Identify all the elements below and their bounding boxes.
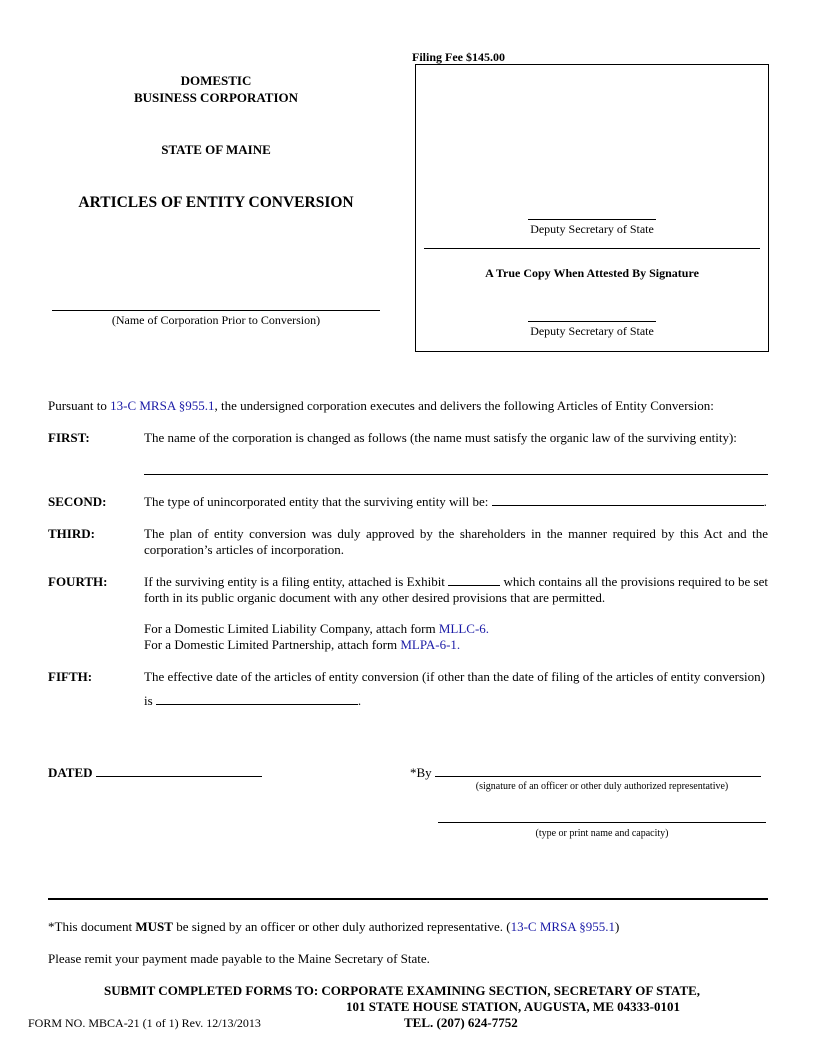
by-row xyxy=(410,765,761,781)
second-period: . xyxy=(763,494,767,509)
third-text: The plan of entity conversion was duly approved by the shareholders in the manner required by this Act and the corporation’s articles of incorporation. xyxy=(144,526,768,557)
signature-note xyxy=(48,919,619,935)
submit-line-2: 101 STATE HOUSE STATION, AUGUSTA, ME 04333-0101 xyxy=(346,999,680,1014)
deputy-signature-line-1 xyxy=(528,219,656,220)
corp-name-caption: (Name of Corporation Prior to Conversion) xyxy=(111,313,321,327)
second-text xyxy=(144,494,768,510)
mlpa-6-1-link[interactable]: MLPA-6-1 xyxy=(400,637,457,652)
fourth-text xyxy=(144,574,768,606)
exhibit-field[interactable] xyxy=(448,575,500,586)
llc-prefix: For a Domestic Limited Liability Company, attach form xyxy=(144,621,439,636)
attest-divider xyxy=(424,248,760,249)
note-end: ) xyxy=(614,919,620,934)
payment-note: Please remit your payment made payable to the Maine Secretary of State. xyxy=(48,951,430,966)
filing-fee: Filing Fee $145.00 xyxy=(412,50,505,64)
page-title: ARTICLES OF ENTITY CONVERSION xyxy=(78,194,354,211)
effective-date-line xyxy=(144,693,361,709)
intro-prefix: Pursuant to xyxy=(48,398,111,413)
form-number: FORM NO. MBCA-21 (1 of 1) Rev. 12/13/2013 xyxy=(28,1016,261,1030)
printed-name-field[interactable] xyxy=(438,822,766,823)
signature-caption: (signature of an officer or other duly authorized representative) xyxy=(475,781,729,792)
first-text: The name of the corporation is changed as follows (the name must satisfy the organic law of the surviving entity): xyxy=(144,430,737,445)
new-name-line[interactable] xyxy=(144,474,768,475)
telephone: TEL. (207) 624-7752 xyxy=(404,1015,518,1030)
lp-prefix: For a Domestic Limited Partnership, attach form xyxy=(144,637,401,652)
effective-date-field[interactable] xyxy=(156,694,358,705)
llc-period: . xyxy=(485,621,490,636)
entity-type-field[interactable] xyxy=(492,495,764,506)
form-type-line1: DOMESTIC xyxy=(180,73,252,88)
mllc-6-link[interactable]: MLLC-6 xyxy=(438,621,486,636)
note-mid: be signed by an officer or other duly authorized representative. ( xyxy=(172,919,511,934)
note-prefix: *This document xyxy=(48,919,136,934)
first-label: FIRST: xyxy=(48,430,90,445)
true-copy-label: A True Copy When Attested By Signature xyxy=(485,266,699,280)
third-label: THIRD: xyxy=(48,526,95,541)
date-field[interactable] xyxy=(96,766,262,777)
dated-row xyxy=(48,765,262,781)
deputy-signature-line-2 xyxy=(528,321,656,322)
note-must: MUST xyxy=(135,919,173,934)
fifth-text: The effective date of the articles of entity conversion (if other than the date of filing of the articles of entity conversion) xyxy=(144,669,765,684)
intro-suffix: , the undersigned corporation executes and delivers the following Articles of Entity Conversion: xyxy=(214,398,714,413)
second-label: SECOND: xyxy=(48,494,107,509)
form-type-line2: BUSINESS CORPORATION xyxy=(133,90,299,105)
lp-instruction xyxy=(144,637,460,653)
fifth-period: . xyxy=(357,693,362,708)
signature-field[interactable] xyxy=(435,766,761,777)
lp-period: . xyxy=(456,637,461,652)
fourth-text-a: If the surviving entity is a filing entity, attached is Exhibit xyxy=(144,574,445,589)
fourth-label: FOURTH: xyxy=(48,574,108,589)
fourth-text-b: which contains all the provisions required to be set forth in its public organic document with any other desired provisions that are permitted. xyxy=(144,574,768,605)
printed-name-caption: (type or print name and capacity) xyxy=(535,828,669,839)
second-text-body: The type of unincorporated entity that the surviving entity will be: xyxy=(144,494,489,509)
state-heading: STATE OF MAINE xyxy=(161,142,271,157)
fifth-is: is xyxy=(144,693,153,708)
dated-label: DATED xyxy=(48,765,93,780)
fifth-label: FIFTH: xyxy=(48,669,93,684)
llc-instruction xyxy=(144,621,489,637)
deputy-label-1: Deputy Secretary of State xyxy=(530,222,654,236)
by-label: *By xyxy=(410,765,432,780)
statute-link[interactable]: 13-C MRSA §955.1 xyxy=(110,398,215,413)
intro-paragraph xyxy=(48,398,768,414)
attest-box xyxy=(415,64,769,352)
corp-name-line[interactable] xyxy=(52,310,380,311)
note-statute-link[interactable]: 13-C MRSA §955.1 xyxy=(510,919,615,934)
submit-line-1: SUBMIT COMPLETED FORMS TO: CORPORATE EXAMINING SECTION, SECRETARY OF STATE, xyxy=(104,983,701,998)
footer-divider xyxy=(48,898,768,900)
deputy-label-2: Deputy Secretary of State xyxy=(530,324,654,338)
